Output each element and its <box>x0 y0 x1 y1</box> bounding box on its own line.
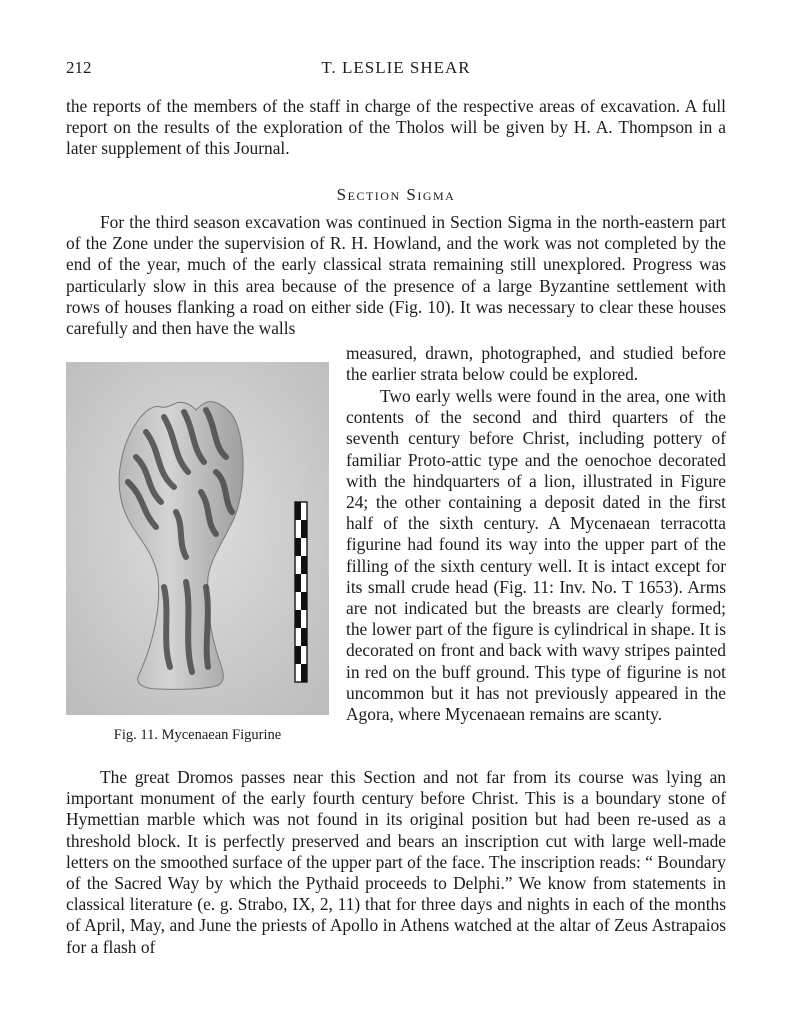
section-title: Section Sigma <box>336 185 456 204</box>
paragraph-intro: the reports of the members of the staff in charge of the respective areas of excavation. A full report on the results of the exploration of the Tholos will be given by H. A. Thompson in a later supplement of this Journal. <box>66 96 726 159</box>
paragraph-dromos: The great Dromos passes near this Section and not far from its course was lying an important monument of the early fourth century before Christ. This is a boundary stone of Hymettian marble which was not found in its original position but had been re-used as a threshold block. It is perfectly preserved and bears an inscription cut with large well-made letters on the smoothed surface of the upper part of the face. The inscription reads: “ Boundary of the Sacred Way by which the Pythaid proceeds to Delphi.” We know from statements in classical literature (e. g. Strabo, IX, 2, 11) that for three days and nights in each of the months of April, May, and June the priests of Apollo in Athens watched at the altar of Zeus Astrapaios for a flash of <box>66 767 726 957</box>
running-head: T. LESLIE SHEAR <box>321 58 471 77</box>
paragraph-wells: Two early wells were found in the area, one with contents of the second and third quarters of the seventh century before Christ, including pottery of familiar Proto-attic type and the oenochoe decorated with the hindquarters of a lion, illustrated in Figure 24; the other containing a deposit dated in the first half of the sixth century. A Mycenaean terracotta figurine had found its way into the upper part of the filling of the sixth century well. It is intact except for its small crude head (Fig. 11: Inv. No. T 1653). Arms are not indicated but the breasts are clearly formed; the lower part of the figure is cylindrical in shape. It is decorated on front and back with wavy stripes painted in red on the buff ground. This type of figurine is not uncommon but it has not previously appeared in the Agora, where Mycenaean remains are scanty. <box>346 386 726 725</box>
page-number: 212 <box>66 58 92 77</box>
paragraph-section-sigma-continued: measured, drawn, photographed, and studied before the earlier strata below could be explored. <box>346 343 726 385</box>
page-header <box>66 58 726 84</box>
figure-photograph <box>66 362 329 715</box>
scale-bar <box>295 502 307 682</box>
figure-caption: Fig. 11. Mycenaean Figurine <box>113 727 282 743</box>
figurine-photo <box>66 362 329 715</box>
paragraph-section-sigma: For the third season excavation was continued in Section Sigma in the north-eastern part of the Zone under the supervision of R. H. Howland, and the work was not completed by the end of the year, much of the early classical strata remaining still unexplored. Progress was particularly slow in this area because of the presence of a large Byzantine settlement with rows of houses flanking a road on either side (Fig. 10). It was necessary to clear these houses carefully and then have the walls <box>66 212 726 339</box>
